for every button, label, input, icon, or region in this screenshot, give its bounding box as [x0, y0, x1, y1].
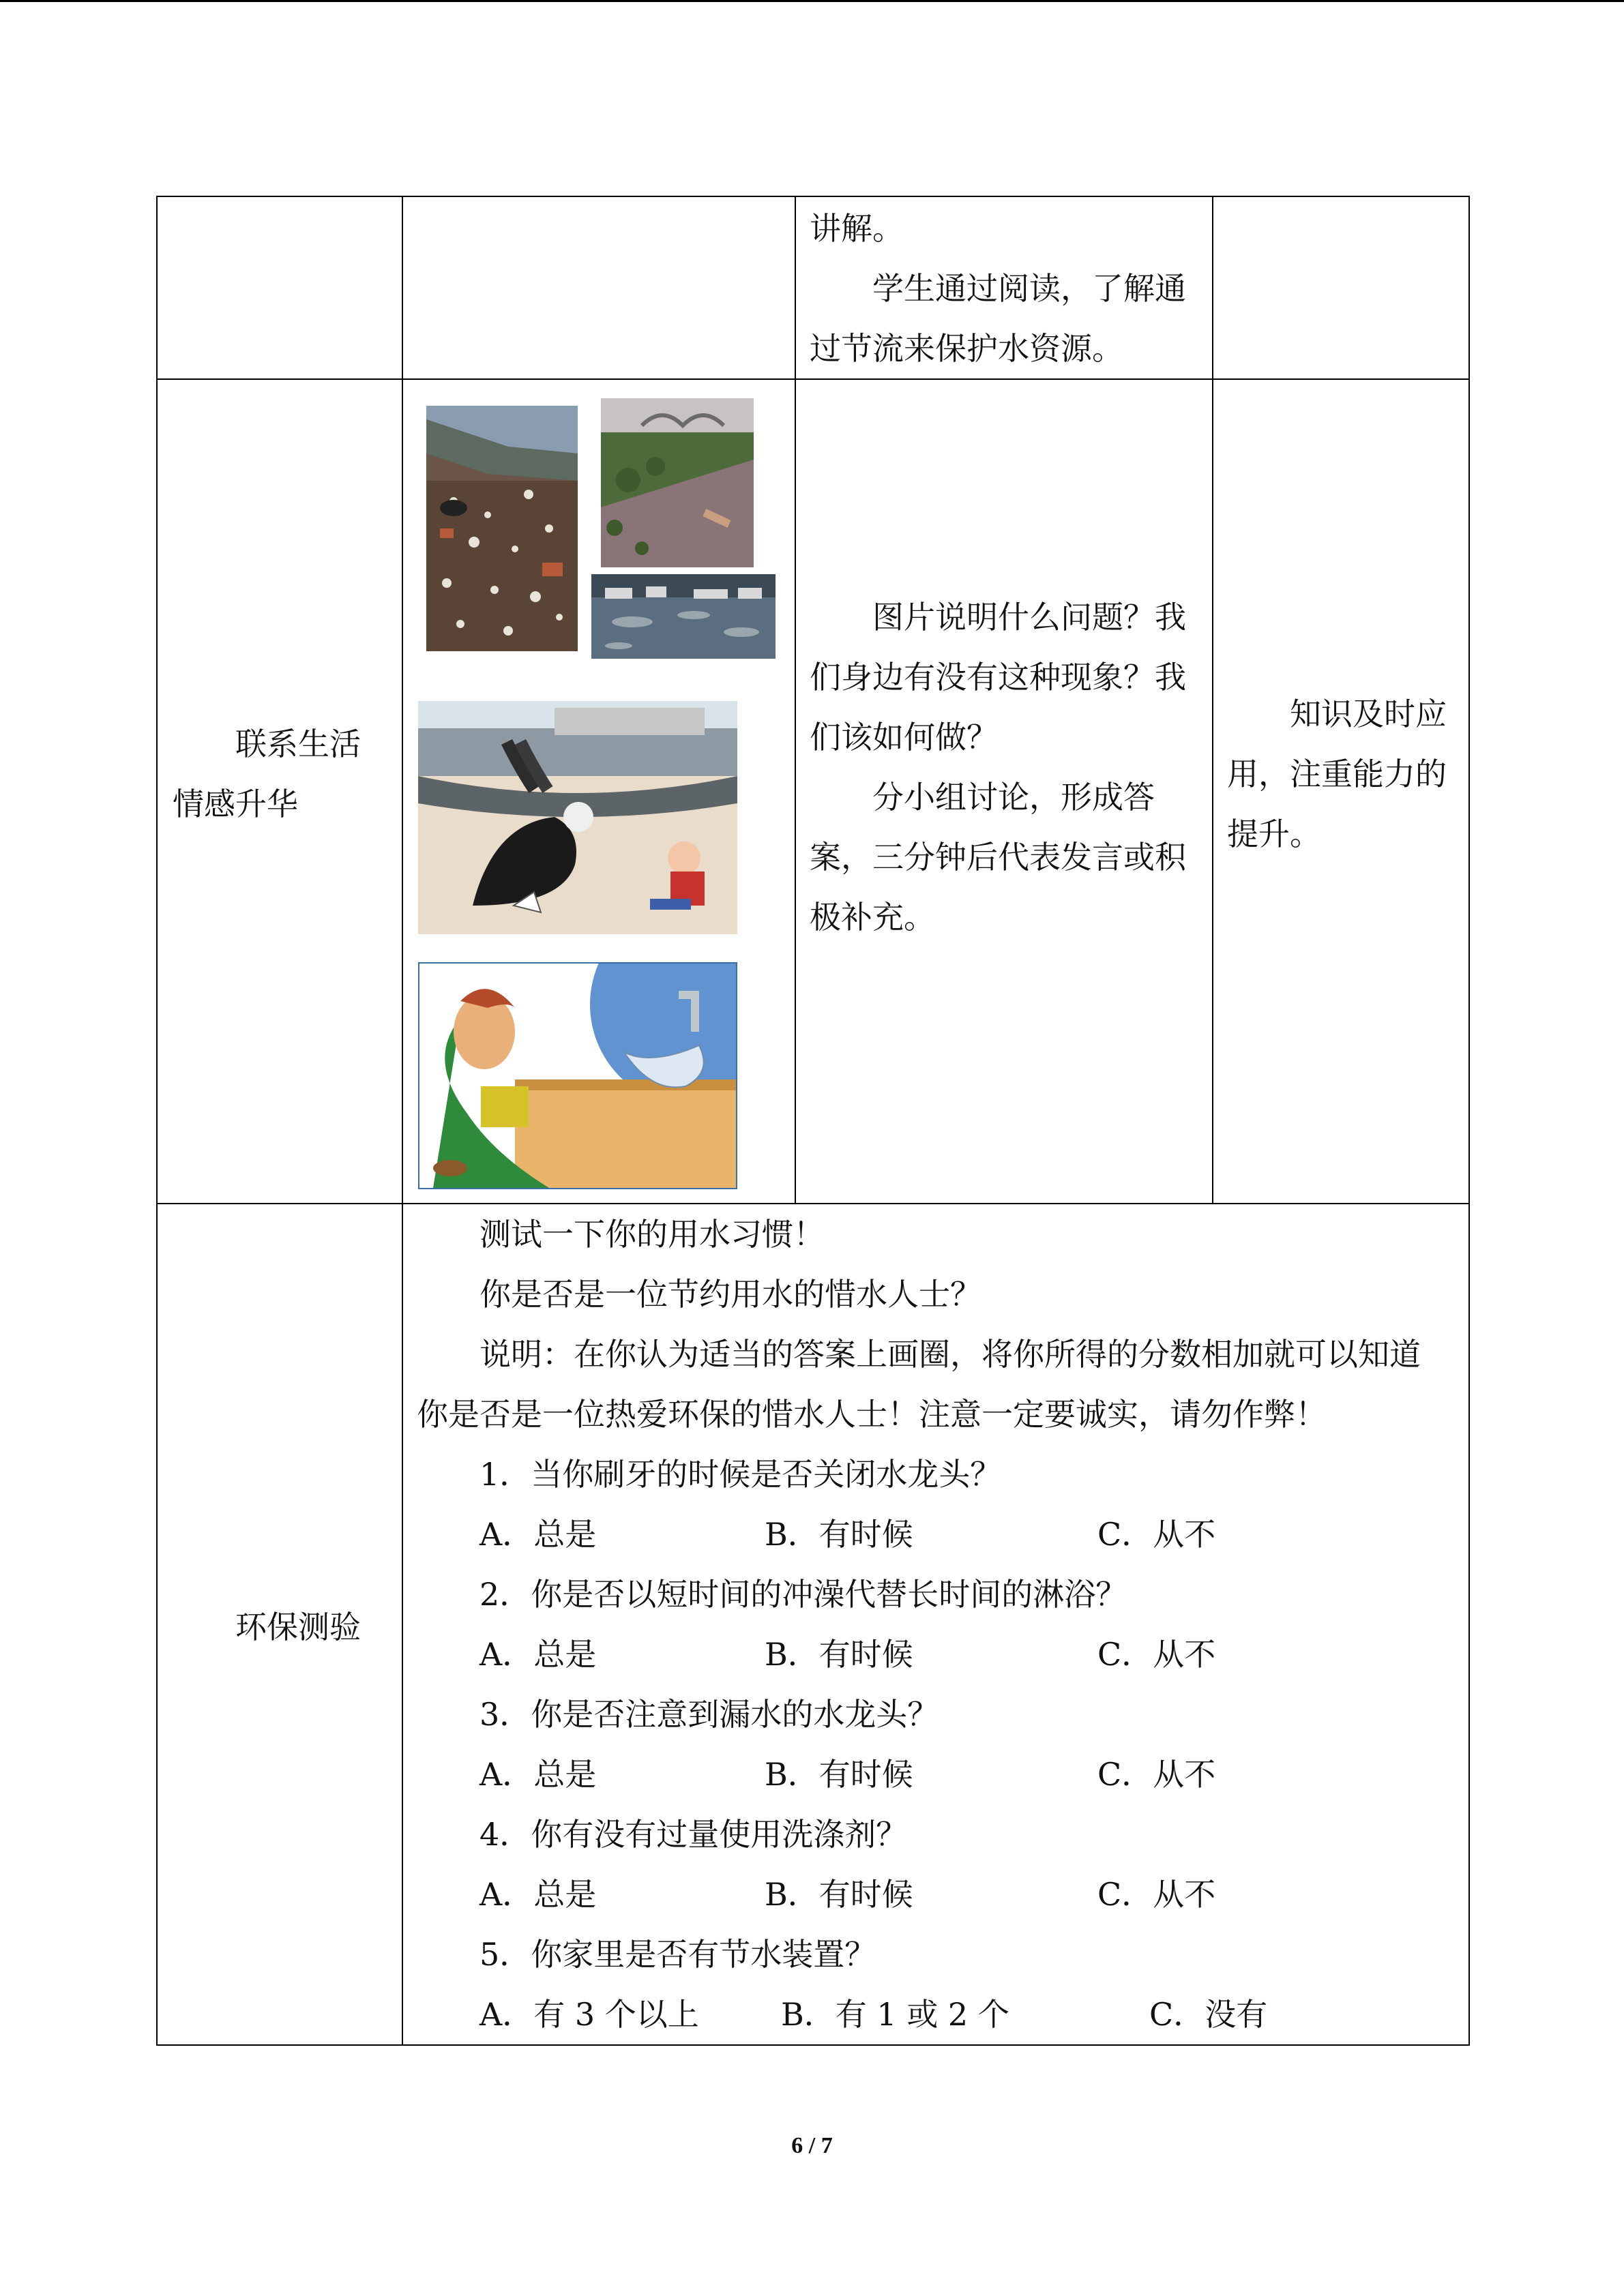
table-row — [157, 196, 1469, 379]
question-3: 3．你是否注意到漏水的水龙头？ — [479, 1696, 939, 1733]
option-b[interactable]: B．有时候 — [765, 1636, 913, 1673]
row2-label-1: 联系生活 — [235, 725, 361, 762]
row1-col3 — [795, 196, 1213, 379]
option-b[interactable]: B．有时候 — [765, 1876, 913, 1913]
row2-label-2: 情感升华 — [173, 785, 298, 822]
option-c[interactable]: C．没有 — [1149, 1996, 1268, 2033]
row1-col1 — [157, 196, 402, 379]
option-a[interactable]: A．有 3 个以上 — [479, 1996, 699, 2033]
polluted-canal-photo — [601, 398, 754, 567]
option-b[interactable]: B．有时候 — [765, 1516, 913, 1553]
row3-col1 — [157, 1204, 402, 2045]
options-4 — [417, 1864, 1441, 1924]
quiz-title: 测试一下你的用水习惯！ — [479, 1216, 825, 1253]
pollution-cartoon — [418, 701, 737, 934]
option-a[interactable]: A．总是 — [479, 1876, 597, 1913]
question-4: 4．你有没有过量使用洗涤剂？ — [479, 1816, 908, 1853]
option-c[interactable]: C．从不 — [1097, 1756, 1216, 1793]
row1-col4 — [1213, 196, 1469, 379]
row2-intent-text: 知识及时应用，注重能力的提升。 — [1227, 695, 1447, 852]
options-1 — [417, 1504, 1441, 1564]
row3-label: 环保测验 — [235, 1609, 361, 1645]
polluted-shore-photo — [426, 406, 578, 651]
wasting-water-cartoon — [418, 962, 737, 1189]
options-3 — [417, 1744, 1441, 1804]
page-number: 6 / 7 — [791, 2133, 833, 2158]
option-c[interactable]: C．从不 — [1097, 1876, 1216, 1913]
option-a[interactable]: A．总是 — [479, 1516, 597, 1553]
question-2: 2．你是否以短时间的冲澡代替长时间的淋浴？ — [479, 1576, 1127, 1613]
row1-text-2: 学生通过阅读，了解通过节流来保护水资源。 — [810, 270, 1186, 367]
row2-col4 — [1213, 379, 1469, 1204]
option-c[interactable]: C．从不 — [1097, 1516, 1216, 1553]
option-a[interactable]: A．总是 — [479, 1756, 597, 1793]
option-c[interactable]: C．从不 — [1097, 1636, 1216, 1673]
row2-question-text: 图片说明什么问题？我们身边有没有这种现象？我们该如何做？ — [810, 598, 1186, 756]
lesson-table — [156, 196, 1470, 2046]
option-b[interactable]: B．有 1 或 2 个 — [781, 1996, 1009, 2033]
table-row — [157, 1204, 1469, 2045]
row2-discussion-text: 分小组讨论，形成答案，三分钟后代表发言或积极补充。 — [810, 778, 1186, 936]
quiz-instructions: 说明：在你认为适当的答案上画圈，将你所得的分数相加就可以知道你是否是一位热爱环保的惜水人士！注意一定要诚实，请勿作弊！ — [417, 1336, 1421, 1433]
row2-col1 — [157, 379, 402, 1204]
quiz-cell — [402, 1204, 1469, 2045]
boats-harbor-photo — [591, 574, 776, 659]
options-2 — [417, 1624, 1441, 1684]
quiz-subtitle: 你是否是一位节约用水的惜水人士？ — [479, 1276, 981, 1313]
page-top-border — [0, 0, 1624, 2]
row1-col2 — [402, 196, 795, 379]
row2-images — [402, 379, 795, 1204]
row1-text-1: 讲解。 — [810, 210, 904, 247]
options-5 — [417, 1984, 1441, 2044]
question-1: 1．当你刷牙的时候是否关闭水龙头？ — [479, 1456, 1002, 1493]
question-5: 5．你家里是否有节水装置？ — [479, 1936, 876, 1973]
row2-col3 — [795, 379, 1213, 1204]
table-row — [157, 379, 1469, 1204]
option-b[interactable]: B．有时候 — [765, 1756, 913, 1793]
option-a[interactable]: A．总是 — [479, 1636, 597, 1673]
